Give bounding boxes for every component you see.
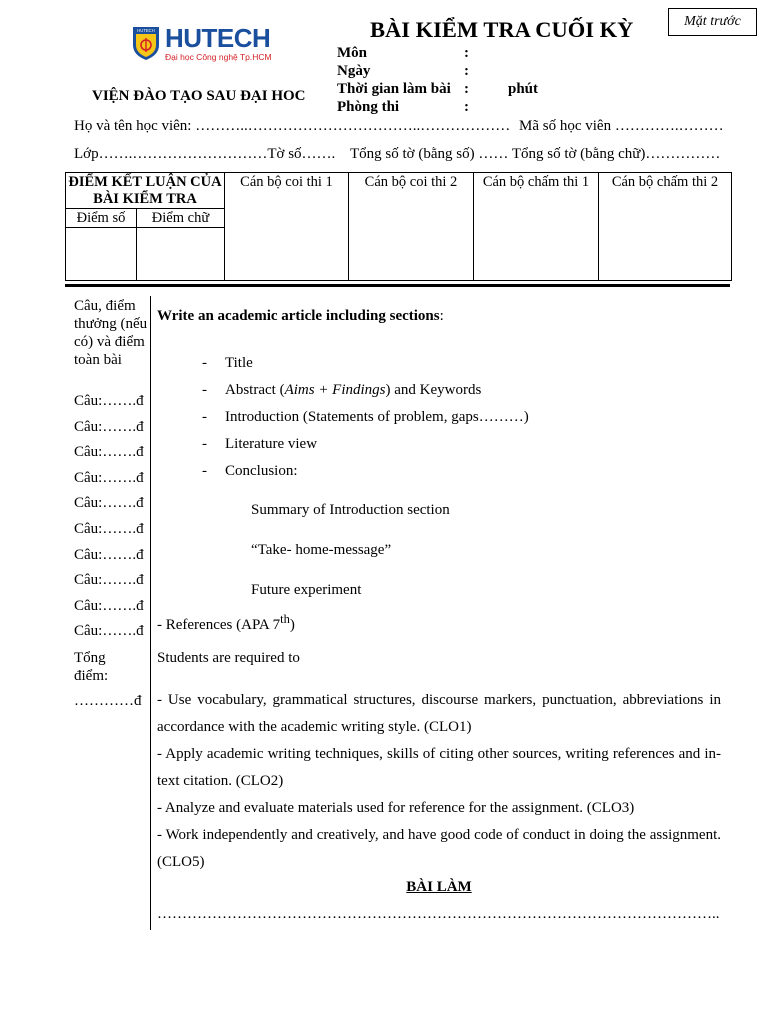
duration-unit: phút <box>508 81 539 97</box>
score-words-cell[interactable] <box>137 228 225 281</box>
score-words-header: Điểm chữ <box>137 209 225 228</box>
answer-section-title: BÀI LÀM <box>406 879 472 895</box>
question-score-item: Câu:…….đ <box>74 393 144 409</box>
question-score-item: Câu:…….đ <box>74 572 144 588</box>
requirement-item: - Analyze and evaluate materials used for reference for the assignment. (CLO3) <box>157 800 635 816</box>
proctor-1-header: Cán bộ coi thi 1 <box>225 173 349 281</box>
section-divider <box>65 284 730 287</box>
class-field: Lớp…….………………………Tờ số……. <box>74 146 336 162</box>
references-suffix: ) <box>289 617 295 633</box>
section-item: - Introduction (Statements of problem, gaps………) <box>202 409 529 425</box>
task-instruction-bold: Write an academic article including sections <box>157 308 440 324</box>
question-score-item: Câu:…….đ <box>74 470 144 486</box>
section-item-label: Introduction (Statements of problem, gaps………) <box>225 409 529 425</box>
conclusion-subitem: “Take- home-message” <box>251 542 392 558</box>
section-item-label: Abstract ( <box>225 382 285 398</box>
duration-colon: : <box>464 81 469 97</box>
references-prefix: - References (APA 7 <box>157 617 281 633</box>
column-divider <box>150 296 151 930</box>
room-colon: : <box>464 99 469 115</box>
task-instruction <box>157 308 721 325</box>
question-score-item: Câu:…….đ <box>74 495 144 511</box>
institute-name: VIỆN ĐÀO TẠO SAU ĐẠI HOC <box>92 88 306 104</box>
score-number-header: Điểm số <box>66 209 137 228</box>
proctor-2-header: Cán bộ coi thi 2 <box>349 173 474 281</box>
date-label: Ngày <box>337 63 371 79</box>
references-line <box>157 612 721 634</box>
section-item: - Abstract (Aims + Findings) and Keywords <box>202 382 482 398</box>
section-item: - Literature view <box>202 436 318 452</box>
shield-icon <box>132 25 160 61</box>
conclusion-subitem: Summary of Introduction section <box>251 502 450 518</box>
logo-wordmark: HUTECH <box>165 23 271 53</box>
section-item: - Title <box>202 355 253 371</box>
abstract-italic: Aims + Findings <box>284 382 386 398</box>
question-score-item: Câu:…….đ <box>74 598 144 614</box>
requirement-item: - Work independently and creatively, and have good code of conduct in doing the assignment. (CLO5) <box>157 827 721 870</box>
room-label: Phòng thi <box>337 99 400 115</box>
page-side-label: Mặt trước <box>668 8 757 36</box>
question-score-item: Câu:…….đ <box>74 444 144 460</box>
question-score-item: Câu:…….đ <box>74 623 144 639</box>
logo-tagline: Đại học Công nghệ Tp.HCM <box>165 52 272 62</box>
conclusion-score-header: ĐIỂM KẾT LUẬN CỦA BÀI KIỂM TRA <box>66 173 225 209</box>
score-number-cell[interactable] <box>66 228 137 281</box>
question-score-heading: Câu, điểm thưởng (nếu có) và điểm toàn bài <box>74 298 148 368</box>
task-instruction-colon: : <box>439 308 444 324</box>
student-name-field: Họ và tên học viên: ………..……………………………..……………… <box>74 118 511 134</box>
subject-label: Môn <box>337 45 367 61</box>
question-score-item: Câu:…….đ <box>74 521 144 537</box>
question-score-item: Câu:…….đ <box>74 547 144 563</box>
requirements-intro: Students are required to <box>157 650 300 666</box>
student-id-field: Mã số học viên ………….……… <box>519 118 724 134</box>
hutech-logo <box>132 25 272 67</box>
subject-colon: : <box>464 45 469 61</box>
sheet-count-field: Tổng số tờ (bằng số) …… Tổng số tờ (bằng chữ)…………… <box>350 146 721 162</box>
section-item-label: Literature view <box>225 436 318 452</box>
section-item-label: Conclusion: <box>225 463 298 479</box>
conclusion-subitem: Future experiment <box>251 582 362 598</box>
total-score-value: …………đ <box>74 693 142 709</box>
abstract-tail: ) and Keywords <box>385 382 482 398</box>
requirement-item: - Apply academic writing techniques, skills of citing other sources, writing references and in-text citation. (CLO2) <box>157 746 721 789</box>
grader-1-header: Cán bộ chấm thi 1 <box>474 173 599 281</box>
question-score-item: Câu:…….đ <box>74 419 144 435</box>
references-superscript: th <box>280 612 290 626</box>
section-item-label: Title <box>225 355 253 371</box>
grader-2-header: Cán bộ chấm thi 2 <box>599 173 732 281</box>
grading-table <box>65 172 732 281</box>
answer-line[interactable]: ………………………………………………………………………………………………….. <box>157 906 720 922</box>
duration-label: Thời gian làm bài <box>337 81 451 97</box>
exam-title: BÀI KIỂM TRA CUỐI KỲ <box>370 17 634 42</box>
requirement-item: - Use vocabulary, grammatical structures, discourse markers, punctuation, abbreviations in accordance with the academic writing style. (CLO1) <box>157 692 721 735</box>
svg-text:HUTECH: HUTECH <box>137 28 155 33</box>
total-score-label: Tổng điểm: <box>74 650 109 684</box>
section-item: - Conclusion: <box>202 463 298 479</box>
date-colon: : <box>464 63 469 79</box>
